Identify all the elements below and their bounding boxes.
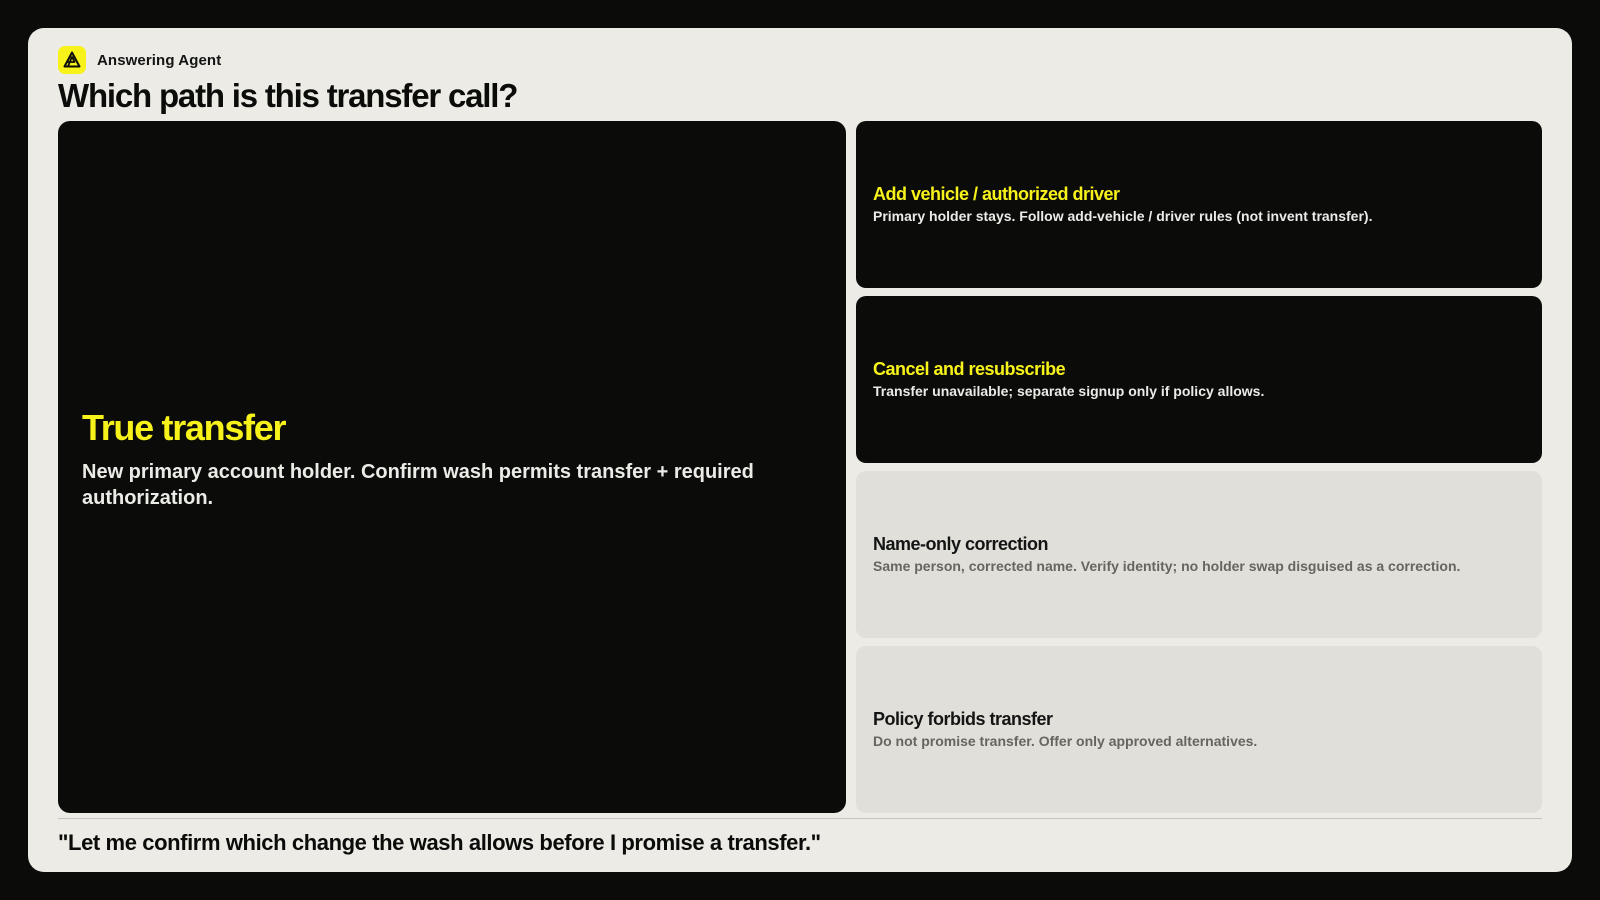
triangle-logo-icon bbox=[58, 46, 86, 74]
option-description: Primary holder stays. Follow add-vehicle / driver rules (not invent transfer). bbox=[873, 208, 1373, 224]
option-title: Name-only correction bbox=[873, 534, 1049, 554]
option-cancel-resubscribe[interactable] bbox=[856, 296, 1542, 463]
option-add-vehicle[interactable] bbox=[856, 121, 1542, 288]
primary-option-description: New primary account holder. Confirm wash permits transfer + required authorization. bbox=[82, 461, 754, 509]
primary-option-title: True transfer bbox=[82, 407, 286, 448]
option-description: Do not promise transfer. Offer only approved alternatives. bbox=[873, 733, 1258, 749]
brand-header bbox=[58, 46, 221, 74]
option-list bbox=[856, 121, 1542, 813]
script-quote: "Let me confirm which change the wash allows before I promise a transfer." bbox=[58, 830, 821, 855]
primary-option-card[interactable] bbox=[58, 121, 846, 813]
option-description: Transfer unavailable; separate signup only if policy allows. bbox=[873, 383, 1265, 399]
option-policy-forbids[interactable] bbox=[856, 646, 1542, 813]
option-title: Cancel and resubscribe bbox=[873, 359, 1066, 379]
footer-divider bbox=[58, 818, 1542, 819]
option-name-correction[interactable] bbox=[856, 471, 1542, 638]
option-title: Add vehicle / authorized driver bbox=[873, 184, 1120, 204]
option-title: Policy forbids transfer bbox=[873, 709, 1053, 729]
brand-name: Answering Agent bbox=[97, 51, 222, 69]
primary-option-content bbox=[82, 407, 756, 511]
slide-panel bbox=[28, 28, 1572, 872]
option-description: Same person, corrected name. Verify identity; no holder swap disguised as a correction. bbox=[873, 558, 1461, 574]
page-title: Which path is this transfer call? bbox=[58, 77, 518, 114]
